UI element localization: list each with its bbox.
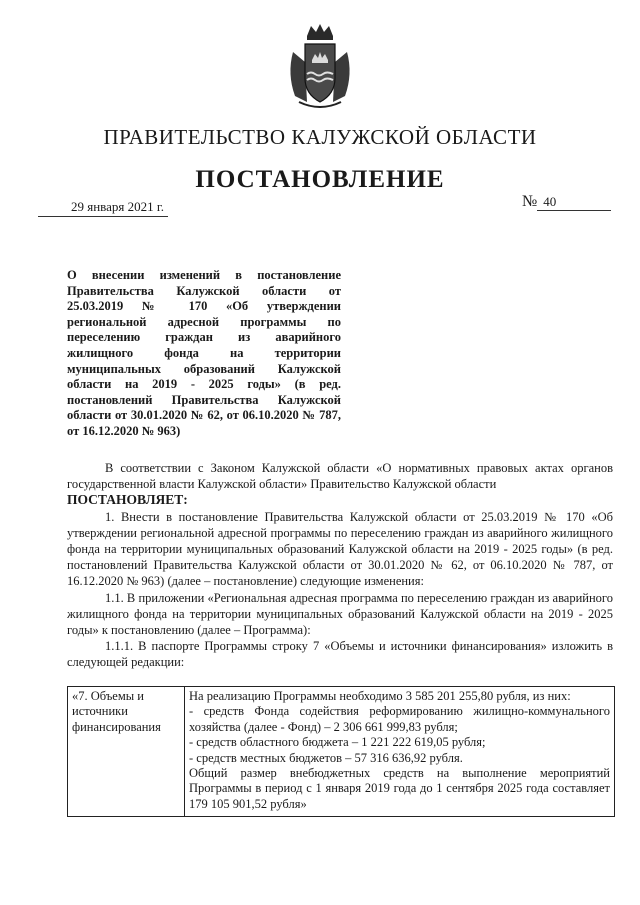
financing-table (67, 686, 615, 817)
coat-of-arms-icon (285, 22, 355, 110)
item-1-paragraph: 1. Внести в постановление Правительства Калужской области от 25.03.2019 № 170 «Об утверждении региональной адресной программы по переселению граждан из аварийного жилищного фонда на территории муниципальных образований Калужской области на 2019 - 2025 годы» (в ред. постановлений Правительства Калужской области от 30.01.2020 № 62, от 06.10.2020 № 787, от 16.12.2020 № 963) (далее – постановление) следующие изменения: (67, 509, 613, 589)
document-number: 40 (537, 194, 611, 211)
document-number-field (522, 193, 611, 211)
financing-line: Общий размер внебюджетных средств на выполнение мероприятий Программы в период с 1 января 2019 года до 1 сентября 2025 года составляет 179 105 901,52 рубля» (189, 766, 610, 811)
table-row (68, 687, 615, 817)
organization-title: ПРАВИТЕЛЬСТВО КАЛУЖСКОЙ ОБЛАСТИ (103, 125, 537, 149)
financing-line: - средств местных бюджетов – 57 316 636,92 рубля. (189, 750, 463, 765)
financing-line: На реализацию Программы необходимо 3 585 201 255,80 рубля, из них: (189, 689, 571, 703)
resolve-heading: ПОСТАНОВЛЯЕТ: (67, 492, 188, 508)
document-date: 29 января 2021 г. (70, 199, 164, 214)
item-1-1-1-paragraph: 1.1.1. В паспорте Программы строку 7 «Объемы и источники финансирования» изложить в следующей редакции: (67, 639, 613, 670)
item-1-1-paragraph: 1.1. В приложении «Региональная адресная программа по переселению граждан из аварийного жилищного фонда на территории муниципальных образований Калужской области на 2019 - 2025 годы» к постановлению (далее – Программа): (67, 590, 613, 638)
document-body (67, 460, 613, 671)
financing-row-label: «7. Объемы и источники финансирования (68, 687, 185, 817)
financing-row-content (185, 687, 615, 817)
financing-line: - средств Фонда содействия реформированию жилищно-коммунального хозяйства (далее - Фонд) – 2 306 661 999,83 рубля; (189, 704, 610, 734)
document-date-field (38, 199, 168, 217)
number-label: № (522, 193, 538, 210)
document-subject: О внесении изменений в постановление Правительства Калужской области от 25.03.2019 № 170 «Об утверждении региональной адресной программы по переселению граждан из аварийного жилищного фонда на территории муниципальных образований Калужской области на 2019 - 2025 годы» (в ред. постановлений Правительства Калужской области от 30.01.2020 № 62, от 06.10.2020 № 787, от 16.12.2020 № 963) (67, 268, 341, 438)
preamble-paragraph: В соответствии с Законом Калужской области «О нормативных правовых актах органов государственной власти Калужской области» Правительство Калужской области (67, 461, 613, 492)
financing-line: - средств областного бюджета – 1 221 222 619,05 рубля; (189, 735, 486, 750)
document-type-title: ПОСТАНОВЛЕНИЕ (195, 166, 445, 193)
